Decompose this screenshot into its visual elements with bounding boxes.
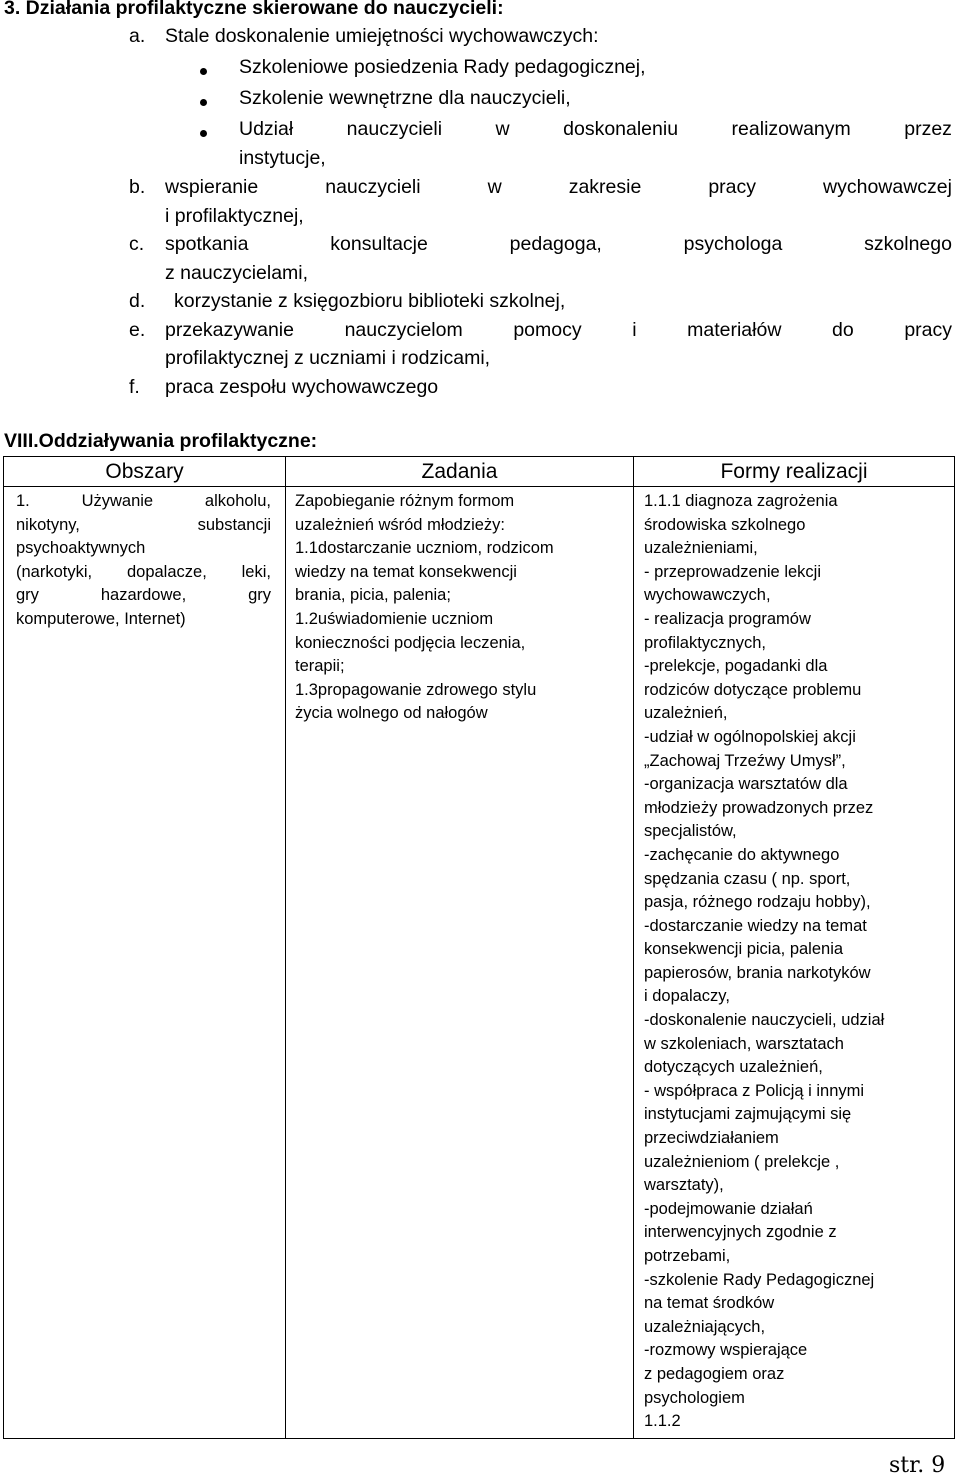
cell-line: młodzieży prowadzonych przez: [644, 798, 874, 817]
cell-line: [16, 514, 271, 538]
cell-line: uzależnieniom ( prelekcje ,: [644, 1152, 840, 1171]
prevention-table: [3, 456, 955, 1439]
word: przez: [904, 118, 952, 140]
word: pedagoga,: [509, 233, 602, 255]
cell-line: konsekwencji picia, palenia: [644, 940, 844, 959]
bullet-item: Szkolenie wewnętrzne dla nauczycieli,: [239, 87, 571, 109]
word: w: [495, 118, 510, 140]
cell-formy-realizacji: [634, 487, 955, 1439]
item-b-label: b.: [129, 176, 146, 198]
cell-line: wychowawczych,: [644, 586, 771, 605]
cell-line: -prelekcje, pogadanki dla: [644, 657, 828, 676]
cell-line: - realizacja programów: [644, 609, 811, 628]
cell-line: -szkolenie Rady Pedagogicznej: [644, 1270, 875, 1289]
item-a-label: a.: [129, 25, 146, 47]
cell-line: terapii;: [295, 657, 345, 676]
cell-line: profilaktycznych,: [644, 633, 766, 652]
cell-line: pasja, różnego rodzaju hobby),: [644, 893, 871, 912]
cell-line: wiedzy na temat konsekwencji: [295, 562, 517, 581]
word: dopalacze,: [126, 562, 207, 581]
cell-line: z pedagogiem oraz: [644, 1364, 785, 1383]
item-d-label: d.: [129, 290, 146, 312]
cell-line: życia wolnego od nałogów: [295, 704, 488, 723]
cell-line: uzależniających,: [644, 1317, 766, 1336]
word: hazardowe,: [100, 586, 187, 605]
word: do: [832, 319, 854, 341]
cell-line: warsztaty),: [644, 1176, 724, 1195]
bullet-item-continuation: instytucje,: [239, 147, 326, 169]
bullet-dot-icon: [200, 99, 207, 106]
cell-line: -dostarczanie wiedzy na temat: [644, 916, 867, 935]
word: materiałów: [687, 319, 782, 341]
item-c-label: c.: [129, 233, 145, 255]
item-b-continuation: i profilaktycznej,: [165, 205, 304, 227]
bullet-item-justified: [239, 118, 952, 141]
cell-line: 1.1.2: [644, 1412, 681, 1431]
cell-line: rodziców dotyczące problemu: [644, 680, 862, 699]
bullet-dot-icon: [200, 68, 207, 75]
table-row: [4, 487, 955, 1439]
item-e-text: [165, 319, 952, 342]
cell-line: -rozmowy wspierające: [644, 1341, 808, 1360]
item-e-continuation: profilaktycznej z uczniami i rodzicami,: [165, 347, 491, 369]
word: pracy: [708, 176, 757, 198]
cell-line: konieczności podjęcia leczenia,: [295, 633, 526, 652]
cell-line: specjalistów,: [644, 822, 737, 841]
cell-zadania: [286, 487, 634, 1439]
column-header-zadania: Zadania: [286, 457, 634, 487]
cell-line: uzależnieniami,: [644, 539, 758, 558]
cell-line: instytucjami zajmującymi się: [644, 1105, 852, 1124]
cell-line: 1.3propagowanie zdrowego stylu: [295, 680, 537, 699]
cell-line: -zachęcanie do aktywnego: [644, 845, 840, 864]
word: szkolnego: [864, 233, 952, 255]
item-a-text: Stale doskonalenie umiejętności wychowawczych:: [165, 25, 599, 47]
word: gry: [16, 586, 39, 605]
word: i: [632, 319, 637, 341]
cell-line: -podejmowanie działań: [644, 1199, 813, 1218]
cell-line: -organizacja warsztatów dla: [644, 775, 848, 794]
cell-line: [16, 490, 271, 514]
cell-line: 1.1.1 diagnoza zagrożenia: [644, 492, 838, 510]
cell-line: brania, picia, palenia;: [295, 586, 451, 605]
cell-line: -doskonalenie nauczycieli, udział: [644, 1011, 885, 1030]
table-header-row: [4, 457, 955, 487]
cell-line: uzależnień,: [644, 704, 728, 723]
cell-line: środowiska szkolnego: [644, 515, 806, 534]
bullet-dot-icon: [200, 130, 207, 137]
word: nikotyny,: [16, 515, 80, 534]
cell-line: - współpraca z Policją i innymi: [644, 1081, 865, 1100]
item-e-label: e.: [129, 319, 146, 341]
cell-line: na temat środków: [644, 1294, 775, 1313]
cell-line: Zapobieganie różnym formom: [295, 492, 515, 510]
cell-line: i dopalaczy,: [644, 987, 730, 1006]
word: doskonaleniu: [563, 118, 679, 140]
cell-line: spędzania czasu ( np. sport,: [644, 869, 851, 888]
section-8-heading: VIII.Oddziaływania profilaktyczne:: [4, 430, 318, 452]
word: Udział: [239, 118, 294, 140]
item-c-continuation: z nauczycielami,: [165, 262, 309, 284]
cell-line: przeciwdziałaniem: [644, 1129, 779, 1148]
column-header-obszary: Obszary: [4, 457, 286, 487]
word: przekazywanie: [165, 319, 294, 341]
cell-line: 1.1dostarczanie uczniom, rodzicom: [295, 539, 554, 558]
cell-line: [16, 584, 271, 608]
cell-line: uzależnień wśród młodzieży:: [295, 515, 506, 534]
cell-line: 1.2uświadomienie uczniom: [295, 609, 494, 628]
word: pomocy: [513, 319, 582, 341]
cell-obszary: [4, 487, 286, 1439]
word: spotkania: [165, 233, 249, 255]
word: psychologa: [683, 233, 783, 255]
word: zakresie: [568, 176, 642, 198]
word: 1.: [16, 492, 30, 510]
item-b-text: [165, 176, 952, 199]
column-header-formy: Formy realizacji: [634, 457, 955, 487]
word: alkoholu,: [204, 492, 271, 510]
word: wspieranie: [165, 176, 259, 198]
cell-line: dotyczących uzależnień,: [644, 1058, 823, 1077]
page-number: str. 9: [889, 1453, 946, 1478]
word: w: [487, 176, 502, 198]
cell-line: komputerowe, Internet): [16, 609, 186, 628]
word: Używanie: [81, 492, 154, 510]
cell-line: „Zachowaj Trzeźwy Umysł”,: [644, 751, 846, 770]
cell-line: psychoaktywnych: [16, 539, 146, 558]
bullet-item: Szkoleniowe posiedzenia Rady pedagogicznej,: [239, 56, 646, 78]
cell-line: [16, 561, 271, 585]
item-f-label: f.: [129, 376, 140, 398]
cell-line: psychologiem: [644, 1388, 745, 1407]
word: pracy: [904, 319, 952, 341]
section-3-heading: 3. Działania profilaktyczne skierowane do nauczycieli:: [4, 0, 504, 19]
word: realizowanym: [731, 118, 851, 140]
cell-line: w szkoleniach, warsztatach: [644, 1034, 844, 1053]
cell-line: papierosów, brania narkotyków: [644, 963, 871, 982]
item-f-text: praca zespołu wychowawczego: [165, 376, 439, 398]
cell-line: interwencyjnych zgodnie z: [644, 1223, 837, 1242]
item-d-text: korzystanie z księgozbioru biblioteki szkolnej,: [174, 290, 566, 312]
cell-line: -udział w ogólnopolskiej akcji: [644, 727, 856, 746]
word: substancji: [197, 515, 271, 534]
word: nauczycieli: [346, 118, 443, 140]
word: wychowawczej: [823, 176, 952, 198]
word: nauczycieli: [325, 176, 421, 198]
cell-line: potrzebami,: [644, 1247, 731, 1265]
item-c-text: [165, 233, 952, 256]
word: (narkotyki,: [16, 562, 93, 581]
cell-line: - przeprowadzenie lekcji: [644, 562, 821, 581]
word: leki,: [241, 562, 271, 581]
word: gry: [248, 586, 271, 605]
word: konsultacje: [330, 233, 428, 255]
word: nauczycielom: [344, 319, 463, 341]
